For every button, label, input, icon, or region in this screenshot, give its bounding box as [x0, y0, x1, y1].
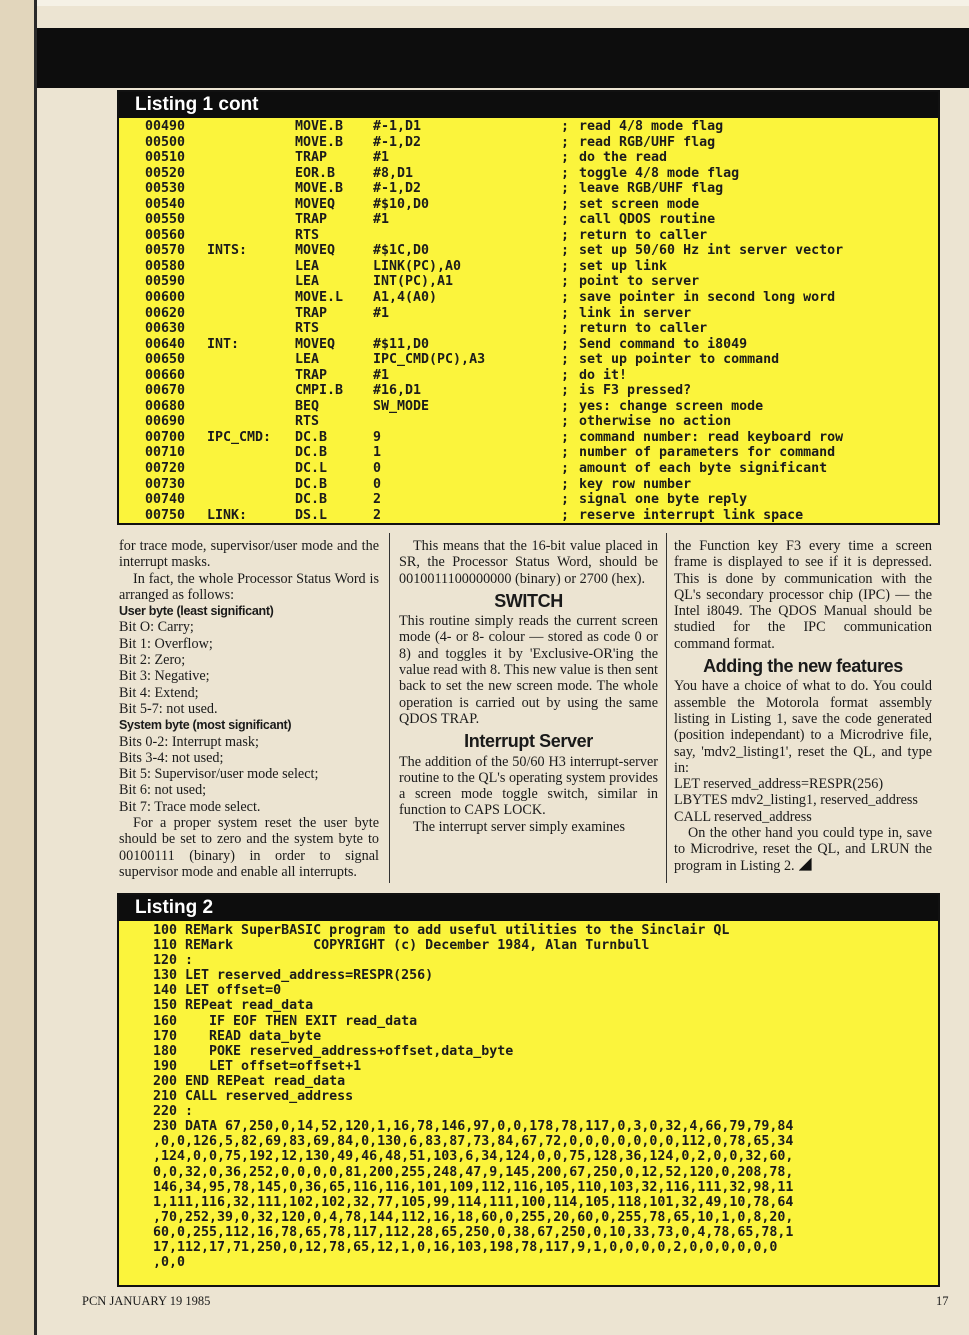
code-opcode: DC.B: [295, 445, 328, 461]
code-opcode: MOVEQ: [295, 196, 336, 212]
code-operand: #-1,D2: [373, 134, 422, 150]
command-line: CALL reserved_address: [674, 808, 812, 825]
code-comment: do it!: [579, 367, 628, 383]
code-row: [119, 461, 938, 477]
line-number: 00530: [145, 181, 186, 197]
code-opcode: TRAP: [295, 367, 328, 383]
code-opcode: DC.B: [295, 476, 328, 492]
code-line: 130 LET reserved_address=RESPR(256): [153, 968, 434, 984]
code-line: ,124,0,0,75,192,12,130,49,46,48,51,103,6,34,124,0,0,75,128,36,124,0,2,0,0,32,60,: [153, 1149, 794, 1165]
line-number: 00690: [145, 414, 186, 430]
text-column-3: [674, 538, 932, 874]
heading-switch: SWITCH: [494, 590, 563, 611]
user-byte-list: [119, 619, 379, 717]
code-opcode: TRAP: [295, 305, 328, 321]
code-operand: SW_MODE: [373, 398, 430, 414]
code-line: 160 IF EOF THEN EXIT read_data: [153, 1013, 418, 1029]
code-opcode: LEA: [295, 274, 320, 290]
page-binding-line: [34, 0, 37, 1335]
bit-definition: Bit 4: Extend;: [119, 684, 199, 701]
code-operand: 2: [373, 507, 382, 523]
code-label: INTS:: [207, 243, 248, 259]
code-operand: LINK(PC),A0: [373, 258, 462, 274]
code-comment: leave RGB/UHF flag: [579, 181, 724, 197]
comment-separator: ;: [561, 507, 570, 523]
line-number: 00510: [145, 150, 186, 166]
code-operand: 9: [373, 429, 382, 445]
code-operand: #1: [373, 150, 390, 166]
command-line: LET reserved_address=RESPR(256): [674, 776, 884, 793]
code-comment: call QDOS routine: [579, 212, 716, 228]
paragraph: This routine simply reads the current screen mode (4- or 8- colour — stored as code 0 or 8) and toggles it by 'Exclusive-OR'ing the value read with 8. This new value is then sent back to set the new screen mode. The whole operation is carried out by using the same QDOS TRAP.: [399, 613, 658, 727]
code-opcode: MOVE.B: [295, 119, 344, 134]
line-number: 00640: [145, 336, 186, 352]
code-row: [119, 321, 938, 337]
code-comment: set up link: [579, 258, 668, 274]
comment-separator: ;: [561, 398, 570, 414]
code-operand: #1: [373, 367, 390, 383]
comment-separator: ;: [561, 305, 570, 321]
bit-definition: Bit 5-7: not used.: [119, 700, 218, 717]
line-number: 00630: [145, 321, 186, 337]
paragraph-text: On the other hand you could type in, save to Microdrive, reset the QL, and LRUN the program in Listing 2.: [674, 825, 932, 874]
code-operand: #1: [373, 212, 390, 228]
code-label: INT:: [207, 336, 240, 352]
line-number: 00660: [145, 367, 186, 383]
paragraph: In fact, the whole Processor Status Word is arranged as follows:: [119, 570, 379, 603]
code-opcode: LEA: [295, 258, 320, 274]
code-row: [119, 274, 938, 290]
paragraph: the Function key F3 every time a screen frame is displayed to see if it is depressed. This is done by communication with the QL's secondary processor chip (IPC) — the Intel i8049. The QDOS Manual should be studied for the IPC communication command format.: [674, 538, 932, 652]
code-row: [119, 477, 938, 493]
code-row: [119, 445, 938, 461]
paragraph: The addition of the 50/60 H3 interrupt-server routine to the QL's operating system provides a screen mode toggle switch, similar in function to CAPS LOCK.: [399, 753, 658, 819]
comment-separator: ;: [561, 181, 570, 197]
code-line: 150 REPeat read_data: [153, 998, 314, 1014]
bit-definition: Bits 0-2: Interrupt mask;: [119, 733, 259, 750]
code-operand: IPC_CMD(PC),A3: [373, 352, 486, 368]
code-opcode: RTS: [295, 227, 320, 243]
code-row: [119, 259, 938, 275]
code-line: 200 END REPeat read_data: [153, 1073, 346, 1089]
line-number: 00740: [145, 492, 186, 508]
code-row: [119, 368, 938, 384]
code-comment: is F3 pressed?: [579, 383, 692, 399]
code-row: [119, 119, 938, 135]
code-comment: point to server: [579, 274, 700, 290]
code-line: 146,34,95,78,145,0,36,65,116,116,101,109,112,116,105,110,103,32,116,111,32,98,11: [153, 1179, 794, 1195]
subheading-user-byte: User byte (least significant): [119, 604, 274, 619]
code-line: 180 POKE reserved_address+offset,data_byte: [153, 1043, 514, 1059]
code-opcode: MOVE.B: [295, 134, 344, 150]
comment-separator: ;: [561, 429, 570, 445]
code-comment: Send command to i8049: [579, 336, 748, 352]
line-number: 00550: [145, 212, 186, 228]
listing-1-box: [117, 90, 940, 525]
code-opcode: DC.L: [295, 461, 328, 477]
code-operand: #$1C,D0: [373, 243, 430, 259]
line-number: 00730: [145, 476, 186, 492]
line-number: 00720: [145, 461, 186, 477]
code-row: [119, 290, 938, 306]
paragraph: [674, 825, 932, 874]
code-row: [119, 243, 938, 259]
footer-publication: PCN JANUARY 19 1985: [82, 1294, 211, 1308]
comment-separator: ;: [561, 383, 570, 399]
bit-definition: Bit 7: Trace mode select.: [119, 798, 261, 815]
listing-2-code: [119, 921, 938, 1270]
comment-separator: ;: [561, 243, 570, 259]
code-line: 100 REMark SuperBASIC program to add useful utilities to the Sinclair QL: [153, 923, 730, 938]
code-line: 60,0,255,112,16,78,65,78,117,112,28,65,250,0,38,67,250,0,10,33,73,0,4,78,65,78,1: [153, 1224, 794, 1240]
code-comment: read 4/8 mode flag: [579, 119, 724, 134]
comment-separator: ;: [561, 150, 570, 166]
code-opcode: DC.B: [295, 429, 328, 445]
text-column-1: [119, 538, 379, 880]
code-line: 0,0,32,0,36,252,0,0,0,0,81,200,255,248,47,9,145,200,67,250,0,12,52,120,0,208,78,: [153, 1164, 794, 1180]
listing-2-title: Listing 2: [119, 895, 938, 921]
code-operand: #8,D1: [373, 165, 414, 181]
code-line: 220 :: [153, 1104, 194, 1120]
code-opcode: MOVEQ: [295, 243, 336, 259]
code-comment: read RGB/UHF flag: [579, 134, 716, 150]
comment-separator: ;: [561, 274, 570, 290]
paragraph: You have a choice of what to do. You could assemble the Motorola format assembly listing in Listing 1, save the code generated (position independant) to a Microdrive file, say, 'mdv2_listing1', reset the QL, and type in:: [674, 678, 932, 776]
line-number: 00680: [145, 398, 186, 414]
code-line: 1,111,116,32,111,102,102,32,77,105,99,114,111,100,114,105,118,101,32,49,10,78,64: [153, 1194, 794, 1210]
heading-adding-features: Adding the new features: [703, 656, 903, 677]
code-comment: key row number: [579, 476, 692, 492]
subheading-system-byte: System byte (most significant): [119, 718, 292, 733]
comment-separator: ;: [561, 165, 570, 181]
code-comment: set screen mode: [579, 196, 700, 212]
line-number: 00570: [145, 243, 186, 259]
code-row: [119, 228, 938, 244]
end-of-article-icon: [799, 858, 812, 871]
code-comment: number of parameters for command: [579, 445, 836, 461]
code-opcode: CMPI.B: [295, 383, 344, 399]
code-opcode: RTS: [295, 414, 320, 430]
code-comment: signal one byte reply: [579, 492, 748, 508]
line-number: 00620: [145, 305, 186, 321]
code-comment: set up pointer to command: [579, 352, 780, 368]
code-operand: #-1,D2: [373, 181, 422, 197]
code-row: [119, 306, 938, 322]
code-row: [119, 135, 938, 151]
code-row: [119, 197, 938, 213]
code-label: LINK:: [207, 507, 248, 523]
code-row: [119, 181, 938, 197]
code-opcode: RTS: [295, 321, 320, 337]
line-number: 00670: [145, 383, 186, 399]
code-row: [119, 508, 938, 524]
footer-page-number: 17: [936, 1294, 949, 1308]
code-row: [119, 430, 938, 446]
code-row: [119, 383, 938, 399]
paragraph: for trace mode, supervisor/user mode and the interrupt masks.: [119, 538, 379, 571]
code-line: ,70,252,39,0,32,120,0,4,78,144,112,16,18,60,0,255,20,60,0,255,78,65,10,1,0,8,20,: [153, 1209, 794, 1225]
line-number: 00600: [145, 290, 186, 306]
code-label: IPC_CMD:: [207, 429, 272, 445]
page-top-edge: [0, 0, 969, 6]
code-operand: 1: [373, 445, 382, 461]
code-opcode: EOR.B: [295, 165, 336, 181]
paragraph: For a proper system reset the user byte should be set to zero and the system byte to 00100111 (binary) in order to signal supervisor mode and enable all interrupts.: [119, 815, 379, 880]
comment-separator: ;: [561, 492, 570, 508]
code-line: 17,112,17,71,250,0,12,78,65,12,1,0,16,103,198,78,117,9,1,0,0,0,0,2,0,0,0,0,0,0: [153, 1239, 778, 1255]
line-number: 00520: [145, 165, 186, 181]
line-number: 00540: [145, 196, 186, 212]
code-opcode: MOVE.B: [295, 181, 344, 197]
line-number: 00560: [145, 227, 186, 243]
code-comment: do the read: [579, 150, 668, 166]
code-operand: #1: [373, 305, 390, 321]
code-line: 210 CALL reserved_address: [153, 1089, 354, 1105]
comment-separator: ;: [561, 414, 570, 430]
code-line: ,0,0: [153, 1255, 186, 1271]
code-row: [119, 399, 938, 415]
code-comment: toggle 4/8 mode flag: [579, 165, 740, 181]
code-operand: 0: [373, 476, 382, 492]
bit-definition: Bit 5: Supervisor/user mode select;: [119, 766, 319, 783]
code-comment: return to caller: [579, 321, 708, 337]
column-rule: [389, 533, 390, 883]
code-comment: save pointer in second long word: [579, 290, 836, 306]
listing-2-box: [117, 893, 940, 1287]
comment-separator: ;: [561, 367, 570, 383]
top-header-band: [37, 28, 969, 88]
code-operand: #16,D1: [373, 383, 422, 399]
code-comment: reserve interrupt link space: [579, 507, 804, 523]
comment-separator: ;: [561, 476, 570, 492]
paragraph: This means that the 16-bit value placed in SR, the Processor Status Word, should be 0010011100000000 (binary) or 2700 (hex).: [399, 538, 658, 587]
comment-separator: ;: [561, 352, 570, 368]
code-row: [119, 212, 938, 228]
code-opcode: LEA: [295, 352, 320, 368]
line-number: 00500: [145, 134, 186, 150]
comment-separator: ;: [561, 119, 570, 134]
code-operand: 2: [373, 492, 382, 508]
line-number: 00490: [145, 119, 186, 134]
paragraph: The interrupt server simply examines: [413, 818, 625, 835]
code-line: ,0,0,126,5,82,69,83,69,84,0,130,6,83,87,73,84,67,72,0,0,0,0,0,0,0,112,0,78,65,34: [153, 1134, 794, 1150]
heading-interrupt-server: Interrupt Server: [464, 731, 593, 752]
code-operand: A1,4(A0): [373, 290, 438, 306]
line-number: 00700: [145, 429, 186, 445]
code-opcode: MOVE.L: [295, 290, 344, 306]
line-number: 00750: [145, 507, 186, 523]
column-rule: [666, 533, 667, 883]
code-line: 190 LET offset=offset+1: [153, 1058, 362, 1074]
code-line: 170 READ data_byte: [153, 1028, 322, 1044]
code-operand: #$10,D0: [373, 196, 430, 212]
code-opcode: DC.B: [295, 492, 328, 508]
listing-1-title: Listing 1 cont: [119, 92, 938, 118]
code-line: 140 LET offset=0: [153, 983, 282, 999]
bit-definition: Bit 3: Negative;: [119, 668, 210, 685]
text-column-2: [399, 538, 658, 835]
code-row: [119, 492, 938, 508]
code-operand: #-1,D1: [373, 119, 422, 134]
bit-definition: Bits 3-4: not used;: [119, 749, 224, 766]
code-line: 230 DATA 67,250,0,14,52,120,1,16,78,146,97,0,0,178,78,117,0,3,0,32,4,66,79,79,84: [153, 1119, 794, 1135]
code-line: 110 REMark COPYRIGHT (c) December 1984, Alan Turnbull: [153, 938, 650, 954]
comment-separator: ;: [561, 196, 570, 212]
line-number: 00590: [145, 274, 186, 290]
bit-definition: Bit 1: Overflow;: [119, 635, 213, 652]
comment-separator: ;: [561, 290, 570, 306]
code-comment: return to caller: [579, 227, 708, 243]
comment-separator: ;: [561, 134, 570, 150]
bit-definition: Bit O: Carry;: [119, 619, 194, 636]
comment-separator: ;: [561, 258, 570, 274]
line-number: 00580: [145, 258, 186, 274]
listing-1-code: [119, 118, 938, 523]
comment-separator: ;: [561, 445, 570, 461]
code-opcode: DS.L: [295, 507, 328, 523]
bit-definition: Bit 2: Zero;: [119, 652, 186, 669]
code-comment: command number: read keyboard row: [579, 429, 844, 445]
bit-definition: Bit 6: not used;: [119, 782, 207, 799]
code-line: 120 :: [153, 953, 194, 969]
code-row: [119, 166, 938, 182]
code-row: [119, 150, 938, 166]
code-comment: otherwise no action: [579, 414, 732, 430]
code-comment: set up 50/60 Hz int server vector: [579, 243, 844, 259]
comment-separator: ;: [561, 336, 570, 352]
line-number: 00710: [145, 445, 186, 461]
code-opcode: TRAP: [295, 212, 328, 228]
system-byte-list: [119, 734, 379, 815]
command-line: LBYTES mdv2_listing1, reserved_address: [674, 792, 918, 809]
code-opcode: MOVEQ: [295, 336, 336, 352]
comment-separator: ;: [561, 461, 570, 477]
code-opcode: TRAP: [295, 150, 328, 166]
line-number: 00650: [145, 352, 186, 368]
code-comment: link in server: [579, 305, 692, 321]
code-comment: amount of each byte significant: [579, 461, 828, 477]
comment-separator: ;: [561, 321, 570, 337]
code-opcode: BEQ: [295, 398, 320, 414]
comment-separator: ;: [561, 227, 570, 243]
page-binding-edge: [0, 0, 34, 1335]
code-operand: 0: [373, 461, 382, 477]
code-comment: yes: change screen mode: [579, 398, 764, 414]
code-operand: #$11,D0: [373, 336, 430, 352]
comment-separator: ;: [561, 212, 570, 228]
code-row: [119, 414, 938, 430]
code-row: [119, 352, 938, 368]
code-row: [119, 337, 938, 353]
code-operand: INT(PC),A1: [373, 274, 454, 290]
